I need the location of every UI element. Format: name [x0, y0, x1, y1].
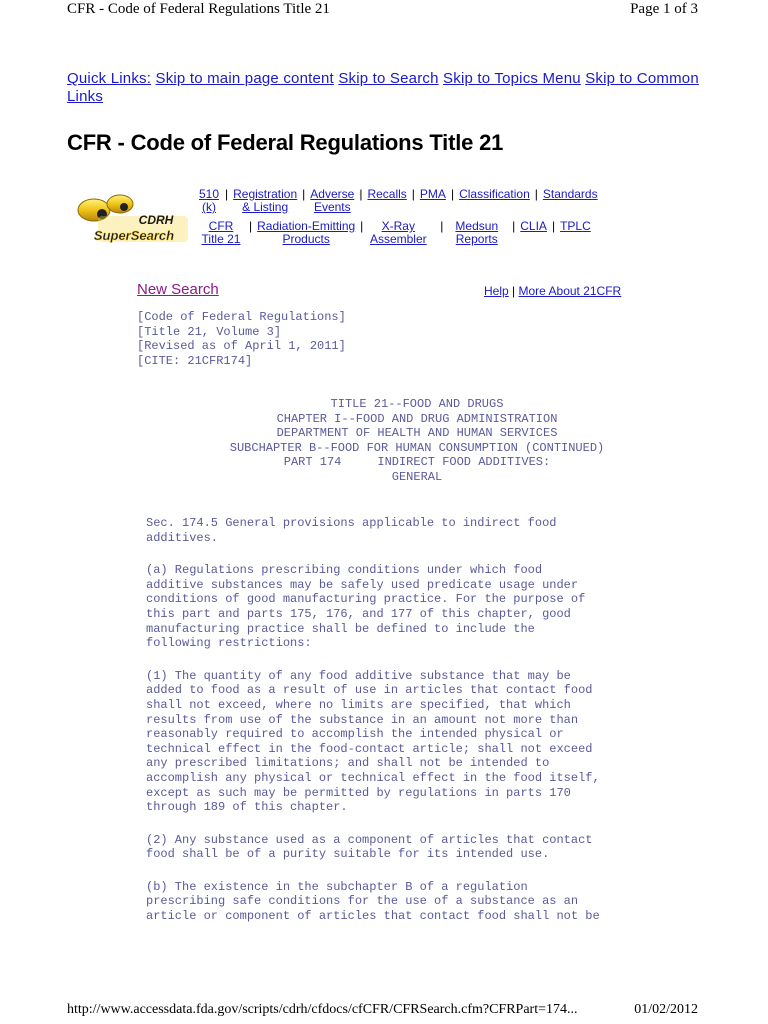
help-separator: | [512, 284, 516, 298]
print-header-page-info: Page 1 of 3 [630, 1, 698, 17]
nav-separator: | [440, 219, 444, 233]
nav-menu [198, 188, 618, 252]
quick-links-label[interactable]: Quick Links: [67, 70, 152, 87]
nav-pma[interactable]: PMA [419, 187, 446, 201]
nav-standards[interactable]: Standards [542, 187, 598, 201]
nav-radiation-emitting[interactable]: Radiation-Emitting Products [257, 219, 356, 246]
regulation-headings [137, 397, 697, 485]
nav-separator: | [249, 219, 253, 233]
print-footer-url: http://www.accessdata.fda.gov/scripts/cdrh/cfdocs/cfCFR/CFRSearch.cfm?CFRPart=174... [67, 1002, 578, 1017]
page-title: CFR - Code of Federal Regulations Title 21 [67, 130, 504, 155]
nav-row-2 [198, 220, 618, 246]
more-about-21cfr-link[interactable]: More About 21CFR [518, 284, 622, 298]
nav-clia[interactable]: CLIA [520, 219, 547, 233]
paragraph-a2: (2) Any substance used as a component of articles that contact food shall be of a purity suitable for its intended use. [146, 832, 593, 862]
nav-separator: | [360, 219, 364, 233]
skip-to-topics-link[interactable]: Skip to Topics Menu [443, 70, 581, 87]
heading-line: DEPARTMENT OF HEALTH AND HUMAN SERVICES [276, 426, 558, 441]
logo-line1: CDRH [138, 213, 174, 227]
nav-separator: | [551, 219, 556, 233]
heading-line: TITLE 21--FOOD AND DRUGS [330, 397, 504, 411]
print-footer-date: 01/02/2012 [634, 1002, 698, 1017]
nav-classification[interactable]: Classification [459, 187, 530, 201]
print-header [67, 0, 698, 22]
heading-line: CHAPTER I--FOOD AND DRUG ADMINISTRATION [276, 411, 558, 426]
nav-registration[interactable]: Registration & Listing [233, 187, 298, 214]
paragraph-a: (a) Regulations prescribing conditions under which food additive substances may be safely used predicate usage under conditions of good manufacturing practice. For the purpose of this part and parts 175, 176, and 177 of this chapter, good manufacturing practice shall be defined to include the following restrictions: [146, 563, 586, 651]
print-header-title: CFR - Code of Federal Regulations Title 21 [67, 1, 330, 17]
nav-row-1 [198, 188, 618, 214]
cfr-meta [137, 310, 346, 368]
skip-to-search-link[interactable]: Skip to Search [338, 70, 439, 87]
section-title: Sec. 174.5 General provisions applicable to indirect food additives. [146, 516, 557, 545]
nav-separator: | [512, 219, 516, 233]
new-search-link[interactable]: New Search [137, 281, 219, 298]
logo-line2: SuperSearch [93, 228, 175, 243]
nav-separator: | [411, 187, 415, 201]
nav-cfr-title21[interactable]: CFR Title 21 [201, 219, 241, 246]
nav-xray-assembler[interactable]: X-Ray Assembler [369, 219, 427, 246]
nav-separator: | [359, 187, 363, 201]
regulation-body [146, 516, 626, 942]
nav-adverse-events[interactable]: Adverse Events [310, 187, 355, 214]
nav-separator: | [534, 187, 538, 201]
nav-separator: | [225, 187, 229, 201]
quick-links [67, 70, 707, 106]
meta-line: [Title 21, Volume 3] [137, 324, 282, 339]
meta-line: [Revised as of April 1, 2011] [137, 339, 346, 354]
binoculars-icon [74, 192, 190, 246]
heading-line: GENERAL [391, 469, 443, 484]
heading-line: PART 174 INDIRECT FOOD ADDITIVES: [283, 455, 551, 470]
nav-separator: | [302, 187, 306, 201]
meta-line: [CITE: 21CFR174] [137, 353, 253, 368]
meta-line: [Code of Federal Regulations] [137, 310, 346, 324]
nav-separator: | [450, 187, 455, 201]
skip-to-main-link[interactable]: Skip to main page content [155, 70, 334, 87]
skip-to-common-link[interactable]: Skip to Common Links [67, 70, 699, 105]
paragraph-b: (b) The existence in the subchapter B of a regulation prescribing safe conditions for the use of a substance as an article or component of articles that contact food shall not be [146, 879, 600, 924]
nav-medsun-reports[interactable]: Medsun Reports [455, 219, 499, 246]
cdrh-supersearch-logo[interactable] [74, 192, 190, 246]
print-footer [67, 1000, 698, 1024]
help-links [484, 284, 621, 298]
nav-510k[interactable]: 510 (k) [198, 187, 220, 214]
nav-recalls[interactable]: Recalls [367, 187, 407, 201]
paragraph-a1: (1) The quantity of any food additive substance that may be added to food as a result of use in articles that contact food shall not exceed, where no limits are specified, that which results from use of the substance in an amount not more than reasonably required to accomplish the intended physical or technical effect in the food-contact article; shall not exceed any prescribed limitations; and shall not be intended to accomplish any physical or technical effect in the food itself, except as such may be permitted by regulations in parts 170 through 189 of this chapter. [146, 668, 600, 815]
help-link[interactable]: Help [484, 284, 509, 298]
nav-tplc[interactable]: TPLC [560, 219, 591, 233]
heading-line: SUBCHAPTER B--FOOD FOR HUMAN CONSUMPTION (CONTINUED) [229, 440, 605, 455]
